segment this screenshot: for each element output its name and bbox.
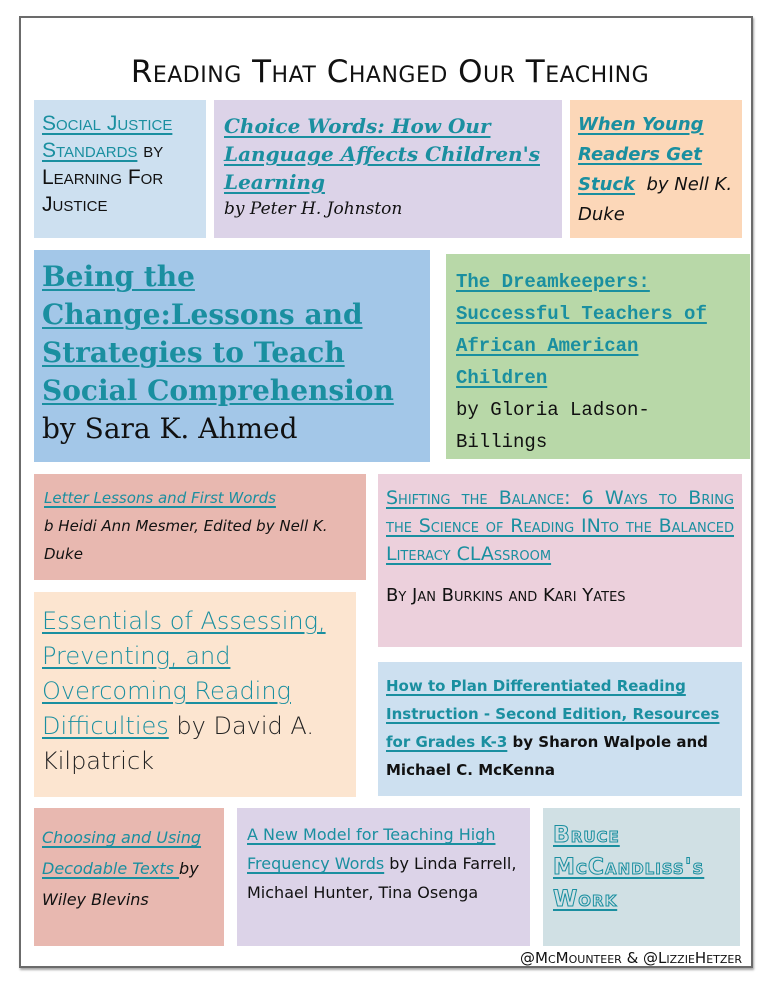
- book-card-bruce-mccandliss: [543, 808, 740, 946]
- book-link-the-dreamkeepers[interactable]: The Dreamkeepers: Successful Teachers of African American Children: [456, 271, 707, 389]
- book-card-shifting-the-balance: [378, 474, 742, 647]
- book-card-social-justice-standards: [34, 100, 206, 238]
- book-card-when-young-readers-get-stuck: [570, 100, 742, 238]
- book-link-decodable-texts[interactable]: Choosing and Using Decodable Texts: [42, 828, 202, 878]
- book-author: by Sara K. Ahmed: [42, 412, 298, 445]
- book-card-high-frequency-words: [237, 808, 530, 946]
- book-author: by Gloria Ladson-Billings: [456, 399, 650, 453]
- poster-credit: @McMounteer & @LizzieHetzer: [520, 949, 742, 967]
- book-link-social-justice-standards[interactable]: Social Justice Standards: [42, 112, 173, 162]
- book-author: by David A. Kilpatrick: [42, 712, 315, 775]
- book-link-being-the-change[interactable]: Being the Change:Lessons and Strategies to Teach Social Comprehension: [42, 260, 394, 407]
- book-link-letter-lessons[interactable]: Letter Lessons and First Words: [44, 489, 276, 507]
- book-author: By Jan Burkins and Kari Yates: [386, 585, 626, 606]
- book-card-differentiated-reading: [378, 662, 742, 796]
- book-link-shifting-the-balance[interactable]: Shifting the Balance: 6 Ways to Bring the Science of Reading INto the Balanced Literacy CLAssroom: [386, 487, 734, 565]
- book-author: by Sharon Walpole and Michael C. McKenna: [386, 733, 708, 779]
- book-card-the-dreamkeepers: [446, 254, 750, 459]
- book-author: by Peter H. Johnston: [224, 199, 403, 219]
- book-link-bruce-mccandliss[interactable]: Bruce McCandliss's Work: [553, 823, 705, 912]
- book-author: by Learning For Justice: [42, 139, 164, 216]
- book-author: b Heidi Ann Mesmer, Edited by Nell K. Duke: [44, 517, 328, 563]
- book-card-essentials-of-assessing: [34, 592, 356, 797]
- poster-title: Reading That Changed Our Teaching: [130, 54, 650, 90]
- book-link-essentials-of-assessing[interactable]: Essentials of Assessing, Preventing, and Overcoming Reading Difficulties: [42, 607, 326, 740]
- book-card-letter-lessons: [34, 474, 366, 580]
- book-author: by Wiley Blevins: [42, 859, 199, 909]
- book-author: by Linda Farrell, Michael Hunter, Tina Osenga: [247, 854, 517, 902]
- book-link-high-frequency-words[interactable]: A New Model for Teaching High Frequency Words: [247, 825, 496, 873]
- book-author: by Nell K. Duke: [578, 174, 738, 225]
- book-link-when-young-readers-get-stuck[interactable]: When Young Readers Get Stuck: [578, 114, 704, 195]
- book-card-choice-words: [214, 100, 562, 238]
- book-card-being-the-change: [34, 250, 430, 462]
- book-link-choice-words[interactable]: Choice Words: How Our Language Affects Children's Learning: [224, 114, 540, 194]
- book-link-differentiated-reading[interactable]: How to Plan Differentiated Reading Instruction - Second Edition, Resources for Grades K-3: [386, 677, 720, 751]
- book-card-decodable-texts: [34, 808, 224, 946]
